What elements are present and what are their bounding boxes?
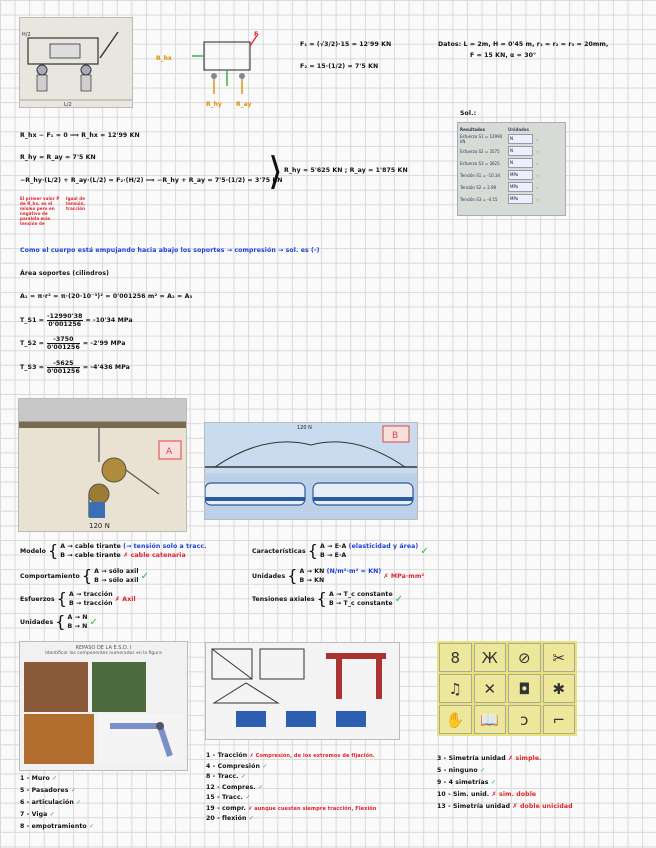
list-item-text: 8 - empotramiento — [20, 823, 87, 830]
uni-a: A → N — [67, 614, 88, 621]
list-item — [20, 787, 94, 794]
check-icon: ✓ — [240, 773, 247, 780]
modelo-b — [60, 552, 206, 559]
check-icon: ✓ — [89, 616, 98, 628]
symbol-cell: ↄ — [508, 705, 541, 734]
comp-b: B → sólo axil — [94, 577, 139, 584]
list-item-text: 7 - Viga — [20, 811, 48, 818]
check-icon: ✓ — [52, 775, 58, 782]
list-item-text: 20 - flexión — [206, 815, 247, 822]
check-icon: ✓ — [536, 172, 540, 178]
equation-1: R_hx − F₁ = 0 ⟹ R_hx = 12'99 KN — [20, 132, 140, 139]
check-icon: ✓ — [420, 545, 429, 557]
unit-select[interactable]: N — [508, 146, 533, 156]
list-item — [206, 752, 376, 759]
list-item-note: ✗ doble unicidad — [512, 803, 573, 810]
check-icon: ✓ — [490, 779, 497, 786]
symbol-cell: ✋ — [439, 705, 472, 734]
bridge-top-load: 120 N — [297, 425, 312, 431]
result-row — [460, 158, 563, 168]
free-body-drawing — [154, 28, 269, 110]
tensiones-label: Tensiones axiales — [252, 595, 315, 603]
area-formula: A₁ = π·r² = π·(20·10⁻³)² = 0'001256 m² = A₂ = A₃ — [20, 293, 193, 300]
answer-unidades-right — [252, 568, 424, 584]
check-icon: ✓ — [76, 799, 82, 806]
list-item — [437, 755, 573, 762]
structures-drawing — [206, 643, 399, 739]
check-icon: ✓ — [248, 815, 255, 822]
list-item-text: 5 - Pasadores — [20, 787, 69, 794]
list-item — [437, 791, 573, 798]
stress-s1-fraction — [47, 313, 83, 328]
list-item — [206, 773, 376, 780]
list-item-note: ✗ simple. — [508, 755, 542, 762]
list-item-text: 3 - Simetría unidad — [437, 755, 506, 762]
equation-3: −R_hy·(L/2) + R_ay·(L/2) = F₂·(H/2) ⟹ −R_hy + R_ay = 7'5·(1/2) = 3'75 KN — [20, 177, 283, 184]
stress-s3-fraction — [47, 360, 80, 375]
beam-diagram-photo — [19, 17, 133, 108]
stress-s3-num: -5625 — [47, 360, 80, 368]
symbol-grid — [437, 641, 577, 736]
repaso-subtitle: Identificar los componentes numerados en la figura — [45, 651, 162, 656]
pulley-load: 120 N — [89, 522, 110, 530]
stress-s1-num: -12990'38 — [47, 313, 83, 320]
stress-s2-label: T_S2 = — [20, 340, 45, 347]
compression-note: Como el cuerpo está empujando hacia abajo los soportes → compresión → sol. es (-) — [20, 247, 320, 254]
list-item-text: 6 - articulación — [20, 799, 74, 806]
list-item — [206, 763, 376, 770]
unidades-left-label: Unidades — [20, 618, 54, 626]
equation-result: R_hy = 5'625 KN ; R_ay = 1'875 KN — [284, 167, 408, 174]
symbol-cell: 8 — [439, 643, 472, 672]
caracteristicas-options — [320, 543, 418, 559]
result-name: Esfuerzo S3 = 3625 — [460, 160, 500, 166]
comp-a: A → sólo axil — [94, 568, 139, 575]
answer-caracteristicas — [252, 543, 429, 559]
esfuerzos-label: Esfuerzos — [20, 595, 55, 603]
svg-text:R_hy: R_hy — [206, 101, 222, 108]
list-item-text: 1 - Muro — [20, 775, 50, 782]
unit-select[interactable]: N — [508, 158, 533, 168]
check-icon: ✓ — [479, 767, 486, 774]
uni-b: B → N — [67, 623, 88, 630]
data-line-1: Datos: L = 2m, H = 0'45 m, r₁ = r₂ = r₃ = 20mm, — [438, 41, 609, 48]
car-a-note: (elasticidad y área) — [348, 543, 419, 550]
check-icon: ✓ — [258, 783, 264, 791]
symbol-cell: ◘ — [508, 674, 541, 703]
result-row — [460, 182, 563, 192]
repaso-drawing — [20, 656, 187, 766]
symbol-cell: ⊘ — [508, 643, 541, 672]
result-name: Tensión S2 = 2.98 — [460, 184, 497, 190]
check-icon: ✓ — [89, 823, 95, 830]
ten-a: A → T_c constante — [328, 591, 393, 598]
unidades-right-options — [300, 568, 382, 584]
brace-icon: { — [55, 612, 66, 631]
stress-s3-den: 0'001256 — [47, 368, 80, 375]
pulley-drawing — [19, 422, 186, 532]
svg-text:L/2: L/2 — [64, 102, 72, 107]
stress-s1-result: = -10'34 MPa — [85, 317, 133, 324]
brace-icon: { — [287, 566, 298, 585]
modelo-b-text: B → cable tirante — [60, 552, 121, 559]
check-icon: ✓ — [49, 811, 55, 818]
result-name: Esfuerzo S2 = 3575 — [460, 148, 500, 154]
list-item — [437, 767, 573, 774]
check-icon: ✓ — [70, 787, 77, 794]
ten-b: B → T_c constante — [328, 600, 393, 607]
symbol-cell: ✱ — [543, 674, 576, 703]
unit-select[interactable]: MPa — [508, 182, 533, 192]
note-1: El primer valor P de R_hx, es el mismo pero en negativo de paralela más tensión de — [20, 196, 60, 226]
modelo-b-note: ✗ cable catenaria — [123, 552, 186, 559]
esfuerzos-options — [69, 591, 113, 607]
force-f1: F₁ = (√3/2)·15 = 12'99 KN — [300, 41, 392, 48]
stress-s2-result: = -2'99 MPa — [82, 340, 126, 347]
svg-text:F: F — [254, 31, 259, 38]
header-results: Resultados — [460, 127, 485, 132]
list-item-text: 15 - Tracc. — [206, 794, 244, 801]
stress-s3 — [20, 360, 130, 375]
repaso-title: REPASO DE LA E.S.D. I — [75, 645, 132, 651]
unidades-right-label: Unidades — [252, 572, 286, 580]
stress-s3-result: = -4'436 MPa — [82, 364, 130, 371]
list-item — [20, 799, 94, 806]
list-item-text: 19 - compr. — [206, 804, 246, 812]
bridge-drawing — [205, 423, 417, 519]
list-item — [206, 805, 376, 812]
check-icon: ✓ — [394, 593, 404, 605]
modelo-a-text: A → cable tirante — [60, 543, 121, 550]
answer-modelo — [20, 543, 207, 559]
esf-b: B → tracción — [68, 600, 113, 607]
list-left — [20, 775, 94, 830]
modelo-label: Modelo — [20, 547, 47, 555]
car-a — [320, 543, 418, 550]
list-item — [20, 823, 94, 830]
list-item — [20, 775, 94, 782]
list-item-text: 4 - Compresión — [206, 762, 260, 770]
unit-select[interactable]: MPa — [508, 170, 533, 180]
structures-photo — [205, 642, 400, 740]
stress-s3-label: T_S3 = — [20, 364, 45, 371]
symbol-cell: ✕ — [474, 674, 507, 703]
stress-s1-den: 0'001256 — [48, 321, 82, 328]
list-item-text: 10 - Sim. unid. — [437, 791, 490, 798]
result-name: Tensión S1 = -10.34 — [460, 172, 501, 178]
list-item — [437, 779, 573, 786]
list-item — [206, 794, 376, 801]
result-brace: ⟩ — [268, 149, 283, 193]
uni-r-a-text: A → KN — [299, 568, 325, 575]
symbol-cell: ♫ — [439, 674, 472, 703]
modelo-a-note: (→ tensión solo a tracc. — [123, 543, 207, 550]
list-item — [206, 784, 376, 791]
check-icon: ✓ — [536, 196, 540, 202]
solution-label: Sol.: — [460, 110, 477, 117]
unit-select[interactable]: MPa — [508, 194, 533, 204]
svg-text:H/2: H/2 — [22, 32, 31, 38]
unidades-left-options — [68, 614, 88, 630]
brace-icon: { — [307, 541, 319, 560]
check-icon: ✓ — [536, 148, 540, 154]
list-item-text: 9 - 4 simetrías — [437, 779, 489, 786]
car-a-text: A → E·A — [320, 543, 347, 550]
unit-select[interactable]: N — [508, 134, 533, 144]
list-item — [20, 811, 94, 818]
modelo-a — [60, 543, 206, 550]
stress-s1 — [20, 313, 133, 328]
equation-2: R_hy = R_ay = 7'5 KN — [20, 154, 96, 161]
symbol-cell: 📖 — [474, 705, 507, 734]
list-right — [437, 755, 573, 810]
symbol-cell: ✂ — [543, 643, 576, 672]
list-item-text: 1 - Tracción — [206, 752, 248, 759]
repaso-photo — [19, 641, 188, 771]
stress-s1-label: T_S1 = — [20, 317, 45, 324]
comportamiento-options — [94, 568, 138, 584]
result-table — [457, 122, 566, 216]
symbol-cell: Ж — [474, 643, 507, 672]
answer-comportamiento — [20, 568, 149, 584]
result-row — [460, 170, 563, 180]
bridge-label-b: B — [392, 431, 399, 441]
car-b: B → E·A — [320, 552, 347, 559]
pulley-photo — [18, 398, 187, 532]
bridge-photo — [204, 422, 418, 520]
tensiones-options — [329, 591, 393, 607]
check-icon: ✓ — [536, 160, 540, 166]
answer-esfuerzos — [20, 591, 136, 607]
data-line-2: F = 15 KN, α = 30° — [470, 52, 537, 59]
stress-s2-den: 0'001256 — [47, 344, 80, 351]
list-item-text: 5 - ninguno — [437, 767, 478, 774]
check-icon: ✓ — [262, 762, 268, 770]
uni-r-a — [300, 568, 382, 575]
result-table-header — [460, 127, 563, 132]
answer-tensiones — [252, 591, 403, 607]
brace-icon: { — [316, 589, 327, 608]
result-row — [460, 134, 563, 144]
result-row — [460, 146, 563, 156]
esf-a: A → tracción — [68, 591, 113, 598]
list-mid — [206, 752, 376, 822]
list-item-text: 13 - Simetría unidad — [437, 803, 511, 810]
force-f2: F₂ = 15·(1/2) = 7'5 KN — [300, 63, 379, 70]
header-units: Unidades — [508, 127, 529, 132]
list-item-note: ✗ Compresión, de los extremos de fijación. — [249, 753, 375, 759]
uni-r-b: B → KN — [299, 577, 325, 584]
esfuerzos-note: ✗ Axil — [114, 595, 136, 603]
uni-r-a-note: (N/m²·m² = KN) — [326, 568, 382, 575]
list-item-note: ✗ sim. doble — [491, 791, 537, 798]
stress-s2-num: -3750 — [47, 336, 80, 344]
brace-icon: { — [56, 589, 67, 608]
stress-s2 — [20, 336, 126, 351]
svg-text:R_hx: R_hx — [156, 55, 172, 62]
list-item-text: 12 - Compres. — [206, 783, 256, 791]
svg-text:R_ay: R_ay — [236, 101, 252, 108]
stress-s2-fraction — [47, 336, 80, 351]
beam-diagram-drawing — [20, 18, 132, 107]
check-icon: ✓ — [536, 136, 540, 142]
list-item-note: ✗ aunque cuesten siempre tracción, Flexión — [248, 805, 377, 812]
list-item — [437, 803, 573, 810]
check-icon: ✓ — [536, 184, 540, 190]
area-title: Área soportes (cilindros) — [20, 270, 110, 277]
symbol-cell: ⌐ — [543, 705, 576, 734]
result-row — [460, 194, 563, 204]
result-name: Esfuerzo S1 = 12990 kN — [460, 134, 503, 144]
caracteristicas-label: Características — [252, 547, 306, 555]
pulley-label-a: A — [166, 447, 173, 457]
note-2: Igual de tensión, tracción — [66, 196, 86, 211]
brace-icon: { — [48, 541, 59, 560]
unidades-right-note: ✗ MPa·mm² — [383, 572, 425, 580]
list-item-text: 8 - Tracc. — [206, 773, 239, 780]
comportamiento-label: Comportamiento — [20, 572, 80, 580]
check-icon: ✓ — [140, 570, 150, 582]
modelo-options — [60, 543, 206, 559]
check-icon: ✓ — [245, 794, 251, 801]
list-item — [206, 815, 376, 822]
brace-icon: { — [81, 566, 93, 585]
free-body-sketch — [154, 28, 269, 110]
result-name: Tensión S3 = -4.15 — [460, 196, 498, 202]
answer-unidades-left — [20, 614, 98, 630]
pulley-photo-header — [19, 399, 186, 422]
